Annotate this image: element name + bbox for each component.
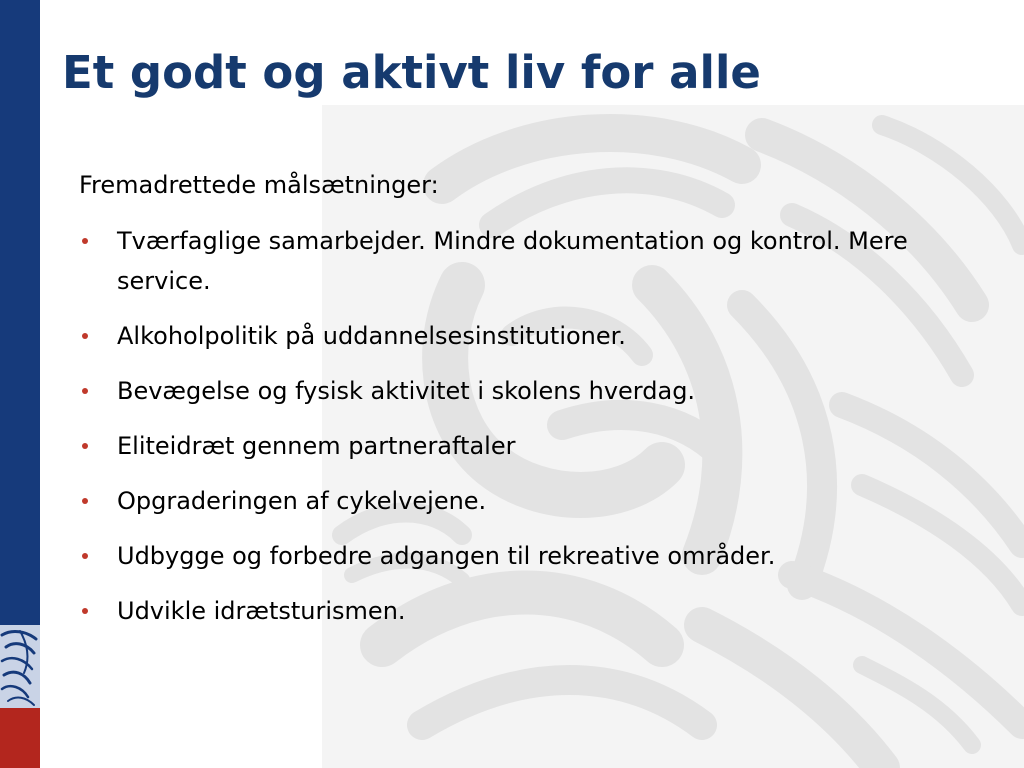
bullet-dot-icon: [82, 333, 88, 339]
bullet-dot-icon: [82, 238, 88, 244]
list-item-text: Opgraderingen af cykelvejene.: [117, 487, 487, 515]
list-item: [79, 316, 999, 356]
list-item-text: Udbygge og forbedre adgangen til rekreative områder.: [117, 542, 776, 570]
lion-emblem-icon: [0, 625, 40, 708]
list-item: [79, 591, 999, 631]
bullet-dot-icon: [82, 608, 88, 614]
list-item-text: Eliteidræt gennem partneraftaler: [117, 432, 516, 460]
slide-content: [79, 165, 999, 646]
bullet-dot-icon: [82, 553, 88, 559]
bullet-dot-icon: [82, 388, 88, 394]
list-item: [79, 426, 999, 466]
list-item: [79, 371, 999, 411]
list-item: [79, 536, 999, 576]
list-item-text: Tværfaglige samarbejder. Mindre dokumentation og kontrol. Mere service.: [117, 227, 908, 295]
list-item-text: Alkoholpolitik på uddannelsesinstitutioner.: [117, 322, 626, 350]
list-item: [79, 221, 999, 301]
side-band-accent: [0, 708, 40, 768]
bullet-dot-icon: [82, 498, 88, 504]
list-item-text: Bevægelse og fysisk aktivitet i skolens hverdag.: [117, 377, 696, 405]
bullet-dot-icon: [82, 443, 88, 449]
intro-text: Fremadrettede målsætninger:: [79, 171, 439, 199]
list-item-text: Udvikle idrætsturismen.: [117, 597, 406, 625]
slide-title: Et godt og aktivt liv for alle: [62, 46, 761, 99]
list-item: [79, 481, 999, 521]
bullet-list: [79, 221, 999, 631]
